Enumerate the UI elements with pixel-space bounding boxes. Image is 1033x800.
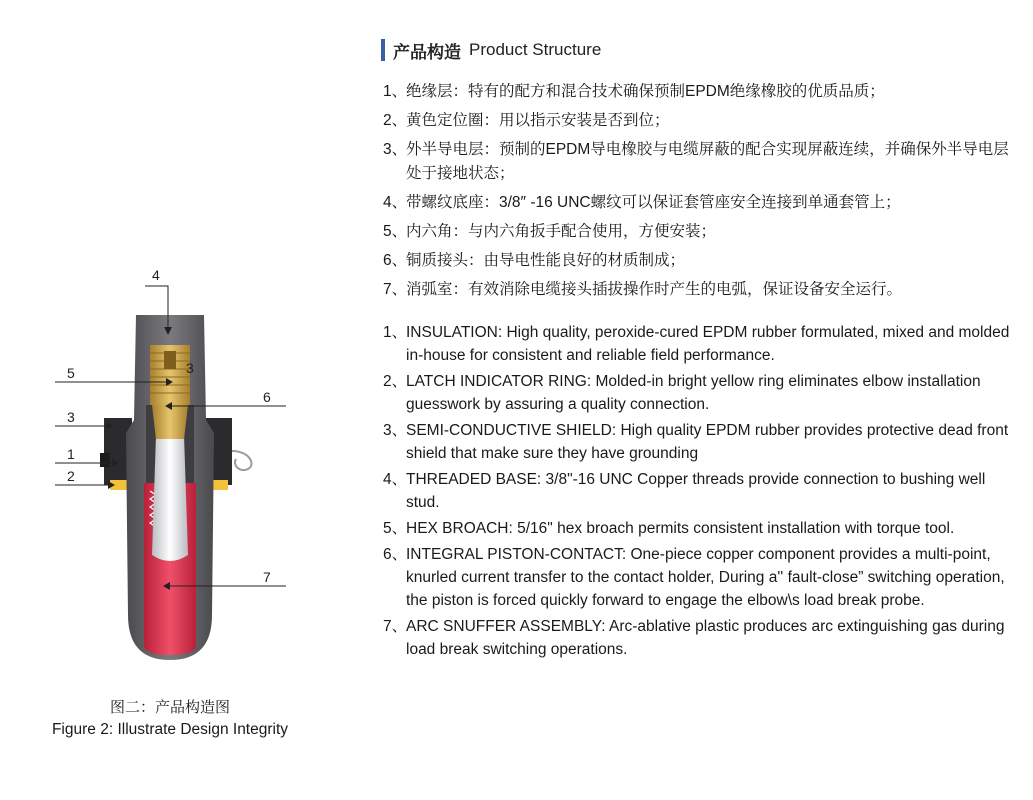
item-text: 绝缘层：特有的配方和混合技术确保预制EPDM绝缘橡胶的优质品质； — [406, 83, 885, 100]
feature-list-english — [383, 321, 1013, 664]
item-number: 1、 — [383, 83, 408, 100]
callout-label-5: 5 — [67, 365, 75, 381]
item-text: SEMI-CONDUCTIVE SHIELD: High quality EPDM rubber provides protective dead front shield that make sure they have grounding — [406, 422, 1009, 462]
copper-contact — [152, 405, 188, 439]
list-item — [383, 220, 1013, 244]
title-chinese: 产品构造 — [393, 42, 461, 62]
list-item — [383, 468, 1013, 514]
item-text: 外半导电层：预制的EPDM导电橡胶与电缆屏蔽的配合实现屏蔽连续，并确保外半导电层处于接地状态； — [406, 141, 1009, 182]
callout-label-6: 6 — [263, 389, 271, 405]
list-item — [383, 80, 1013, 104]
list-item — [383, 321, 1013, 367]
item-text: 消弧室：有效消除电缆接头插拔操作时产生的电弧，保证设备安全运行。 — [406, 281, 903, 298]
callout-label-3: 3 — [67, 409, 75, 425]
callout-label-7: 7 — [263, 569, 271, 585]
item-number: 7、 — [383, 281, 408, 298]
product-structure-diagram — [0, 255, 340, 675]
list-item — [383, 109, 1013, 133]
item-number: 6、 — [383, 546, 408, 563]
item-number: 3、 — [383, 141, 408, 158]
title-english: Product Structure — [469, 40, 602, 59]
callout-label-4: 4 — [152, 267, 160, 283]
item-number: 6、 — [383, 252, 408, 269]
callout-label-1: 1 — [67, 446, 75, 462]
item-number: 1、 — [383, 324, 408, 341]
callout-label-3-inner: 3 — [186, 360, 194, 376]
item-text: LATCH INDICATOR RING: Molded-in bright yellow ring eliminates elbow installation guesswork by assuring a quality connection. — [406, 373, 981, 413]
item-number: 5、 — [383, 520, 408, 537]
list-item — [383, 615, 1013, 661]
latch-tab-left — [100, 453, 110, 467]
list-item — [383, 278, 1013, 302]
item-number: 7、 — [383, 618, 408, 635]
item-number: 3、 — [383, 422, 408, 439]
callout-label-2: 2 — [67, 468, 75, 484]
item-number: 4、 — [383, 471, 408, 488]
list-item — [383, 370, 1013, 416]
item-text: THREADED BASE: 3/8"-16 UNC Copper threads provide connection to bushing well stud. — [406, 471, 986, 511]
latch-wire — [232, 451, 251, 470]
list-item — [383, 191, 1013, 215]
item-text: ARC SNUFFER ASSEMBLY: Arc-ablative plastic produces arc extinguishing gas during load break switching operations. — [406, 618, 1005, 658]
item-text: HEX BROACH: 5/16" hex broach permits consistent installation with torque tool. — [406, 520, 955, 537]
section-title — [381, 38, 601, 62]
item-text: 铜质接头：由导电性能良好的材质制成； — [406, 252, 686, 269]
item-text: 带螺纹底座：3/8″ -16 UNC螺纹可以保证套管座安全连接到单通套管上； — [406, 194, 901, 211]
list-item — [383, 419, 1013, 465]
figure-caption-english: Figure 2: Illustrate Design Integrity — [51, 721, 289, 738]
title-accent-bar — [381, 39, 385, 61]
hex-broach — [164, 351, 176, 369]
list-item — [383, 543, 1013, 612]
list-item — [383, 517, 1013, 540]
item-number: 4、 — [383, 194, 408, 211]
item-text: 黄色定位圈：用以指示安装是否到位； — [406, 112, 670, 129]
item-text: INSULATION: High quality, peroxide-cured EPDM rubber formulated, mixed and molded in-house for consistent and reliable field performance. — [406, 324, 1010, 364]
item-text: 内六角：与内六角扳手配合使用，方便安装； — [406, 223, 717, 240]
list-item — [383, 138, 1013, 186]
feature-list-chinese — [383, 80, 1013, 307]
item-number: 2、 — [383, 112, 408, 129]
item-number: 2、 — [383, 373, 408, 390]
list-item — [383, 249, 1013, 273]
figure-caption-chinese: 图二：产品构造图 — [109, 699, 230, 716]
piston-probe — [152, 435, 188, 561]
item-number: 5、 — [383, 223, 408, 240]
item-text: INTEGRAL PISTON-CONTACT: One-piece copper component provides a multi-point, knurled current transfer to the contact holder, During a'' fault-close” switching operation, the piston is forced quickly forward to engage the elbow\s load break probe. — [406, 546, 1005, 609]
